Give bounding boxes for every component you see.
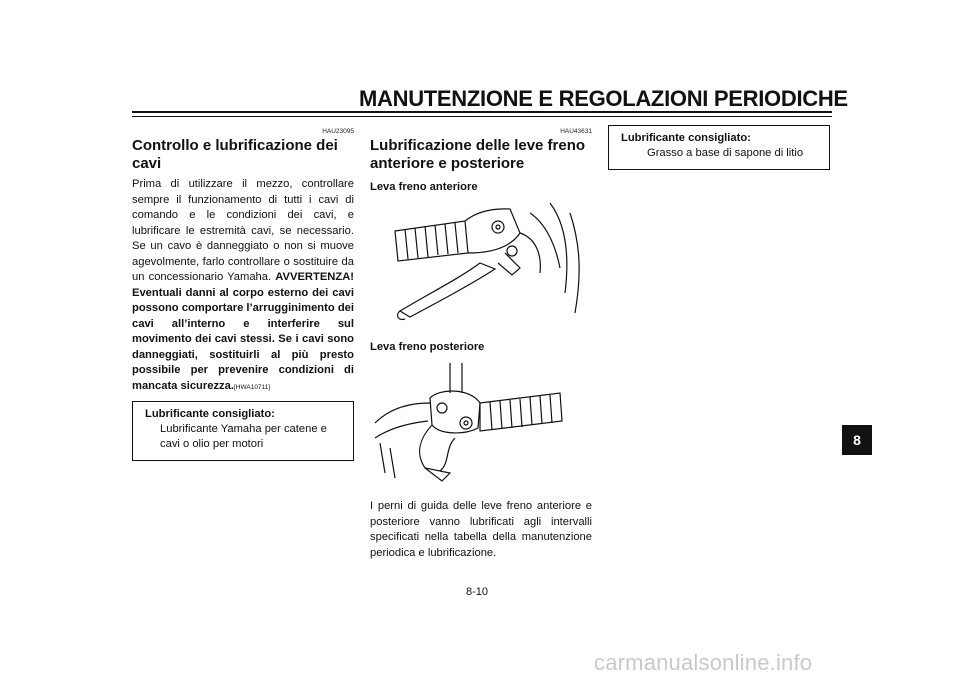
header-rule-thick [132,111,832,113]
section-title: Controllo e lubrificazione dei cavi [132,137,338,172]
middle-column [370,128,592,561]
section-body [132,177,354,395]
chapter-tab: 8 [842,425,872,455]
lubricant-box-title: Lubrificante consigliato: [621,132,751,144]
lubricant-box-title: Lubrificante consigliato: [145,408,275,420]
lubricant-box-value: Grasso a base di sapone di litio [647,147,804,159]
lubricant-box-value: Lubrificante Yamaha per catene e cavi o olio per motori [160,423,327,450]
header-rule-thin [132,116,832,117]
front-brake-lever-illustration [370,193,592,333]
section-code: HAU43631 [560,128,592,135]
warning-text: AVVERTENZA! Eventuali danni al corpo esterno dei cavi possono comportare l’arrugginimento dei cavi all’interno e interferire sul movimento dei cavi stessi. Se i cavi sono danneggiati, sostituirli al più presto possibile per prevenire condizioni di mancata sicurezza. [132,271,355,392]
page-header-title: MANUTENZIONE E REGOLAZIONI PERIODICHE [359,86,848,111]
rear-brake-lever-illustration [370,353,592,493]
lubricant-box [132,401,354,461]
left-column [132,128,354,461]
section-title: Lubrificazione delle leve freno anteriore e posteriore [370,137,586,172]
section-code: HAU23095 [322,128,354,135]
body-text: Prima di utilizzare il mezzo, controllare sempre il funzionamento di tutti i cavi di comando e le condizioni dei cavi, e lubrificare le estremità cavi, se necessario. Se un cavo è danneggiato o non si muove agevolmente, farlo controllare o sostituire da un concessionario Yamaha. [132,178,354,283]
lubricant-box [608,125,830,170]
warning-code: [HWA10711] [233,383,271,391]
right-column [608,125,830,170]
front-brake-label: Leva freno anteriore [370,181,478,193]
middle-body: I perni di guida delle leve freno anteriore e posteriore vanno lubrificati agli intervalli specificati nella tabella della manutenzione periodica e lubrificazione. [370,500,592,559]
page-number: 8-10 [466,586,489,598]
watermark-text: carmanualsonline.info [594,650,813,675]
rear-brake-label: Leva freno posteriore [370,341,485,353]
